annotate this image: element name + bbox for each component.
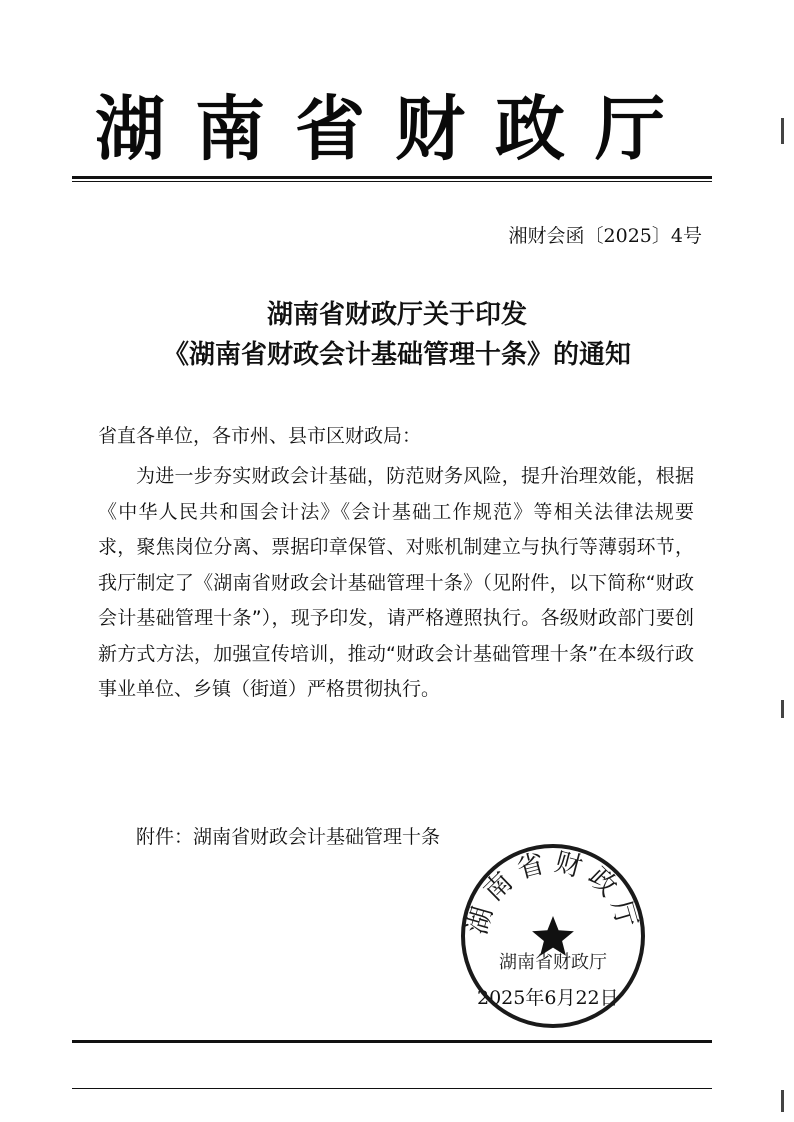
attachment-line: 附件：湖南省财政会计基础管理十条 — [136, 826, 441, 848]
document-number: 湘财会函〔2025〕4号 — [508, 225, 702, 247]
masthead-rule-thin — [72, 181, 712, 182]
masthead-rule — [72, 176, 712, 179]
document-title-line2: 《湖南省财政会计基础管理十条》的通知 — [162, 340, 631, 370]
seal-arc-text: 湖南省财政厅 — [461, 846, 645, 938]
issue-date: 2025年6月22日 — [477, 987, 619, 1009]
official-seal — [459, 842, 647, 1030]
scan-edge-mark — [781, 700, 784, 718]
seal-bottom-text: 湖南省财政厅 — [499, 952, 607, 973]
issuing-authority-masthead: 湖南省财政厅 — [95, 87, 695, 170]
recipient-line: 省直各单位，各市州、县市区财政局： — [98, 425, 422, 447]
seal-star-icon — [532, 916, 574, 956]
scan-edge-mark — [781, 118, 784, 144]
footer-rule-bottom — [72, 1088, 712, 1089]
footer-rule-top — [72, 1040, 712, 1043]
document-title-line1: 湖南省财政厅关于印发 — [266, 300, 527, 330]
scan-edge-mark — [781, 1090, 784, 1112]
body-paragraph: 为进一步夯实财政会计基础，防范财务风险，提升治理效能，根据《中华人民共和国会计法》《会计基础工作规范》等相关法律法规要求，聚焦岗位分离、票据印章保管、对账机制建立与执行等薄弱环节，我厅制定了《湖南省财政会计基础管理十条》（见附件，以下简称“财政会计基础管理十条”），现予印发，请严格遵照执行。各级财政部门要创新方式方法，加强宣传培训，推动“财政会计基础管理十条”在本级行政事业单位、乡镇（街道）严格贯彻执行。 — [98, 465, 694, 700]
